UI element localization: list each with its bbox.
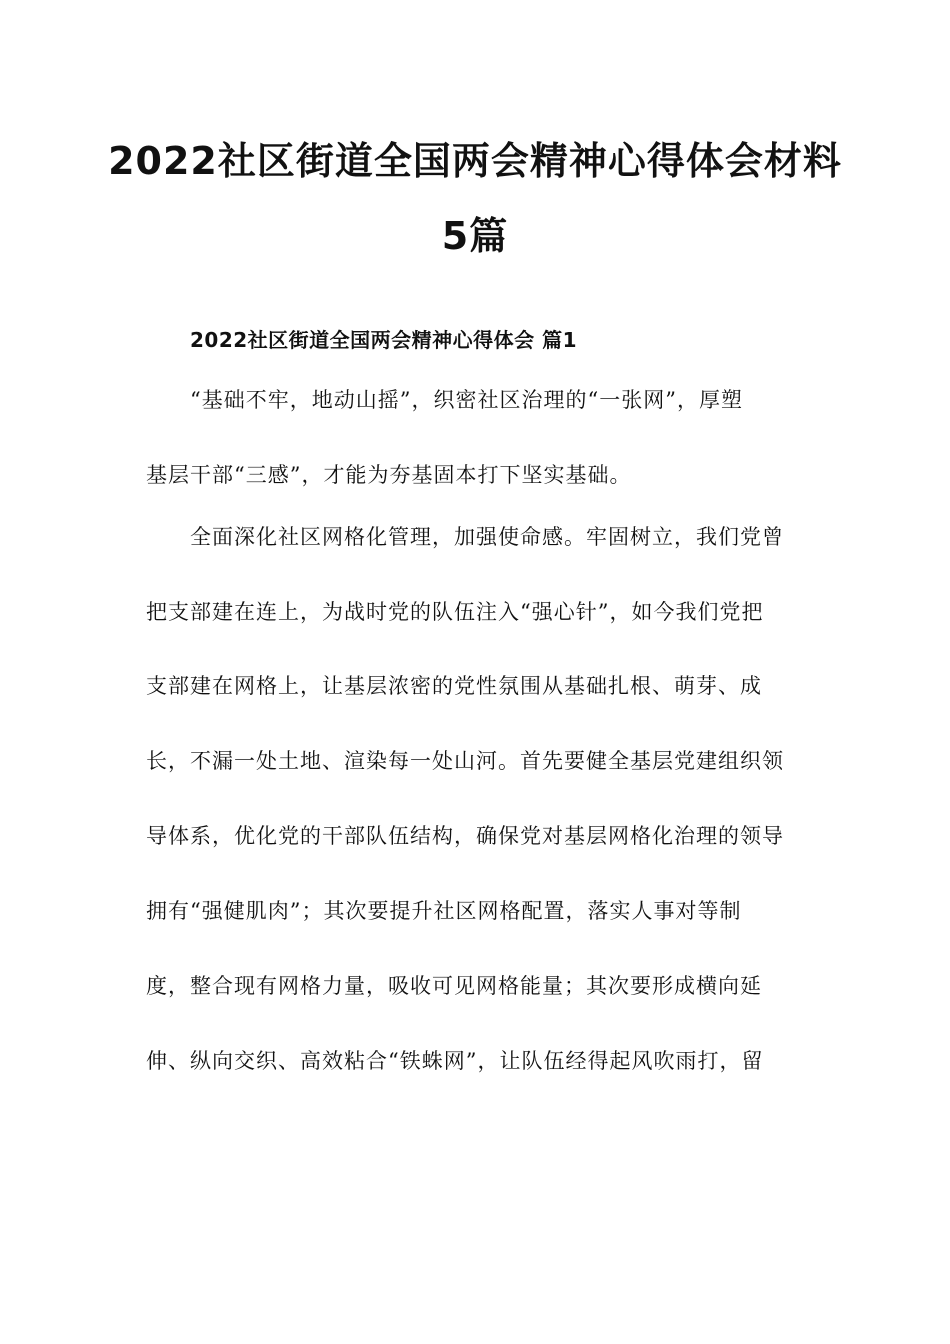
paragraph-line: 基层干部“三感”，才能为夯基固本打下坚实基础。: [146, 463, 632, 487]
document-title-line-2: 5篇: [441, 214, 509, 258]
paragraph-line: 支部建在网格上，让基层浓密的党性氛围从基础扎根、萌芽、成: [146, 674, 762, 698]
paragraph-line: 伸、纵向交织、高效粘合“铁蛛网”，让队伍经得起风吹雨打，留: [146, 1049, 764, 1073]
paragraph-line: 长，不漏一处土地、渲染每一处山河。首先要健全基层党建组织领: [146, 749, 784, 773]
paragraph-line: 全面深化社区网格化管理，加强使命感。牢固树立，我们党曾: [190, 525, 784, 549]
paragraph-line: 度，整合现有网格力量，吸收可见网格能量；其次要形成横向延: [146, 974, 762, 998]
paragraph-line: “基础不牢，地动山摇”，织密社区治理的“一张网”，厚塑: [190, 388, 743, 412]
document-title-line-1: 2022社区街道全国两会精神心得体会材料: [108, 139, 842, 183]
paragraph-line: 拥有“强健肌肉”；其次要提升社区网格配置，落实人事对等制: [146, 899, 742, 923]
paragraph-line: 导体系，优化党的干部队伍结构，确保党对基层网格化治理的领导: [146, 824, 784, 848]
paragraph-line: 把支部建在连上，为战时党的队伍注入“强心针”，如今我们党把: [146, 600, 764, 624]
section-heading: 2022社区街道全国两会精神心得体会 篇1: [190, 328, 578, 352]
